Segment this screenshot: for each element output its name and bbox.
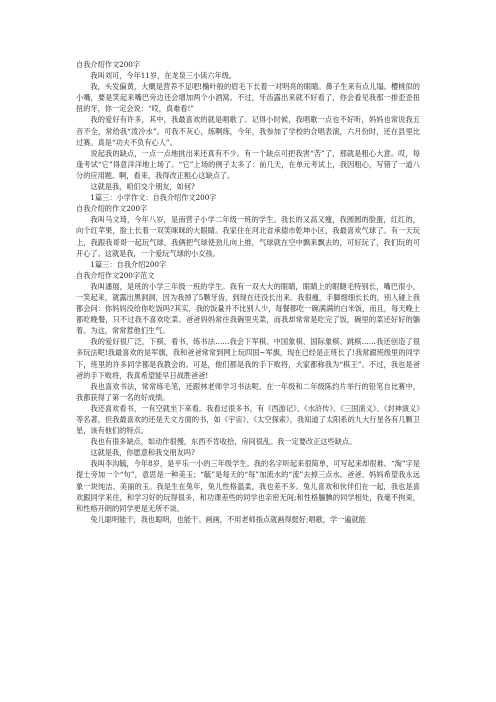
paragraph: 我的爱好很广泛，下棋，看书，练书法……我会下军棋、中国象棋、国际象棋、跳棋……我还创造了很多玩法呢!我最喜欢的是军旗，我和爸爸常常到网上玩四国~军旗，现在已经是正班长了!我常跟班级里的同学下，班里的许多同学都是我教会的。可是，他们都是我的手下败将，大家都称我为“棋王”。不过，我也是爸爸的手下败将，我真希望能早日战胜爸爸! bbox=[76, 337, 420, 380]
section-heading: 1篇三：自我介绍200字 bbox=[90, 259, 167, 269]
paragraph: 我也有很多缺点，如动作很慢，东西不肯收拾，房间很乱。我一定要改正这些缺点。 bbox=[90, 437, 357, 447]
paragraph: 我叫潘展，是班的小学三年级一班的学生。我有一双大大的眼睛，眼睛上的眼睫毛特别长，嘴巴很小，一笑起来，就露出黑洞洞，因为我掉了5颗牙齿，到现在还没长出来。我很瘦，手脚细细长长的，别人碰上我都会问：你妈妈没给你吃饭吗?其实，我的饭量并不比别人少，每餐都吃一碗满满的白米饭，而且，每天晚上都吃晚餐，只不过我不喜欢吃菜。爸爸妈妈常往我碗里夹菜，而我却常常是吃完了饭，碗里的菜还好好的躺着。为这，常常惹他们生气。 bbox=[76, 281, 420, 336]
paragraph: 我，头发偏黄，大概是营养不足吧!椭叶般的眉毛下长着一对明亮的眼睛。鼻子生来有点儿塌。樱桃似的小嘴，要是笑起来嘴巴旁边还会增加两个小酒窝。不过，牙齿露出来就不好看了，你会看见我那一排歪歪扭扭的牙，你一定会说：“哎，真难看!” bbox=[76, 82, 420, 114]
paragraph: 我叫刘可，今年11岁，在龙泉三小读六年级。 bbox=[90, 71, 237, 81]
essay-title: 自我介绍作文200字范文 bbox=[76, 270, 155, 280]
paragraph: 我也喜欢书法，常常练毛笔，还跟林老师学习书法呢。在一年级和二年级陈约片举行的铅笔自比赛中，我都获得了第一名的好成绩。 bbox=[76, 381, 420, 402]
paragraph: 我的爱好有许多，其中，我最喜欢的就是唱歌了。记得小时候，我唱歌一点也不好听，妈妈也常说我五音不全，常给我“泼冷水”。可我不灰心，练啊练，今年，我参加了学校的合唱表演，六月份时，还在县里比过赛。真是“功夫不负有心人”。 bbox=[76, 115, 420, 147]
paragraph: 这就是我，咱们交个朋友，如何? bbox=[90, 182, 195, 192]
paragraph: 我叫马文琦，今年八岁，是南营子小学二年级一班的学生。我长的又高又瘦，我圆圆的脸蛋，红红的，向个红苹果，脸上长着一双笑咪咪的大眼睛。我家住在河北省承德市乾坤小区，我最喜欢气球了。有一天玩上，我跟我哥哥一起玩气球，我俩把气球使劲儿向上推，气球就在空中飘来飘去的，可好玩了，我们玩的可开心了。这就是我，一个爱玩气球的小女孩。 bbox=[76, 215, 420, 258]
doc-title: 自我介绍作文200字 bbox=[76, 60, 141, 69]
paragraph: 我还喜欢看书，一有空就坐下来看。我看过很多书，有《西游记》、《水浒传》、《三国演义》、《封神演义》等名著，但我最喜欢的还是天文方面的书，如《宇宙》、《太空探索》，我知道了太阳系的九大行星各有几颗卫星，该有他们的特点。 bbox=[76, 403, 420, 436]
paragraph: 我叫李沟毓，今年8岁，是平乐一小的三年级学生。我的名字听起来很简单，可写起来却很难。“淘”字是提土旁加一个“句”，意思是一种美玉；“毓”是每天的“每”加流水的“流”去掉三点水。爸爸、妈妈希望我永远象一块纯洁、美丽的玉。我是生在兔年，兔儿性格温柔，我也差不多。兔儿喜欢和伙伴们在一起，我也是喜欢跟同学来往，和学习好的玩得很多，和功课差些的同学也亲密无间;和性格腼腆的同学相处，我毫不拘束，和性格开朗的同学更是无所不谈。 bbox=[76, 459, 420, 513]
paragraph: 兔儿聪明能干，我也聪明，也能干。画画，不用老师指点就画得挺好;唱歌，学一遍就能 bbox=[90, 514, 366, 524]
essay-title: 自我介绍的作文200字 bbox=[76, 204, 148, 214]
paragraph: 说起我的缺点，一点一点地挑出来还真有不少。有一个缺点可把我害“苦”了，那就是粗心大意。哎，每逢考试“它”得意洋洋地上场了。“它”上场的例子太多了：前几天，在单元考试上，我因粗心，写错了一道八分的应用题。啊，看来，我得改正粗心这缺点了。 bbox=[76, 148, 420, 180]
paragraph: 这就是我，你愿意和我交朋友吗? bbox=[90, 448, 195, 458]
section-heading: 1篇三：小学作文：自我介绍作文200字 bbox=[90, 193, 217, 203]
